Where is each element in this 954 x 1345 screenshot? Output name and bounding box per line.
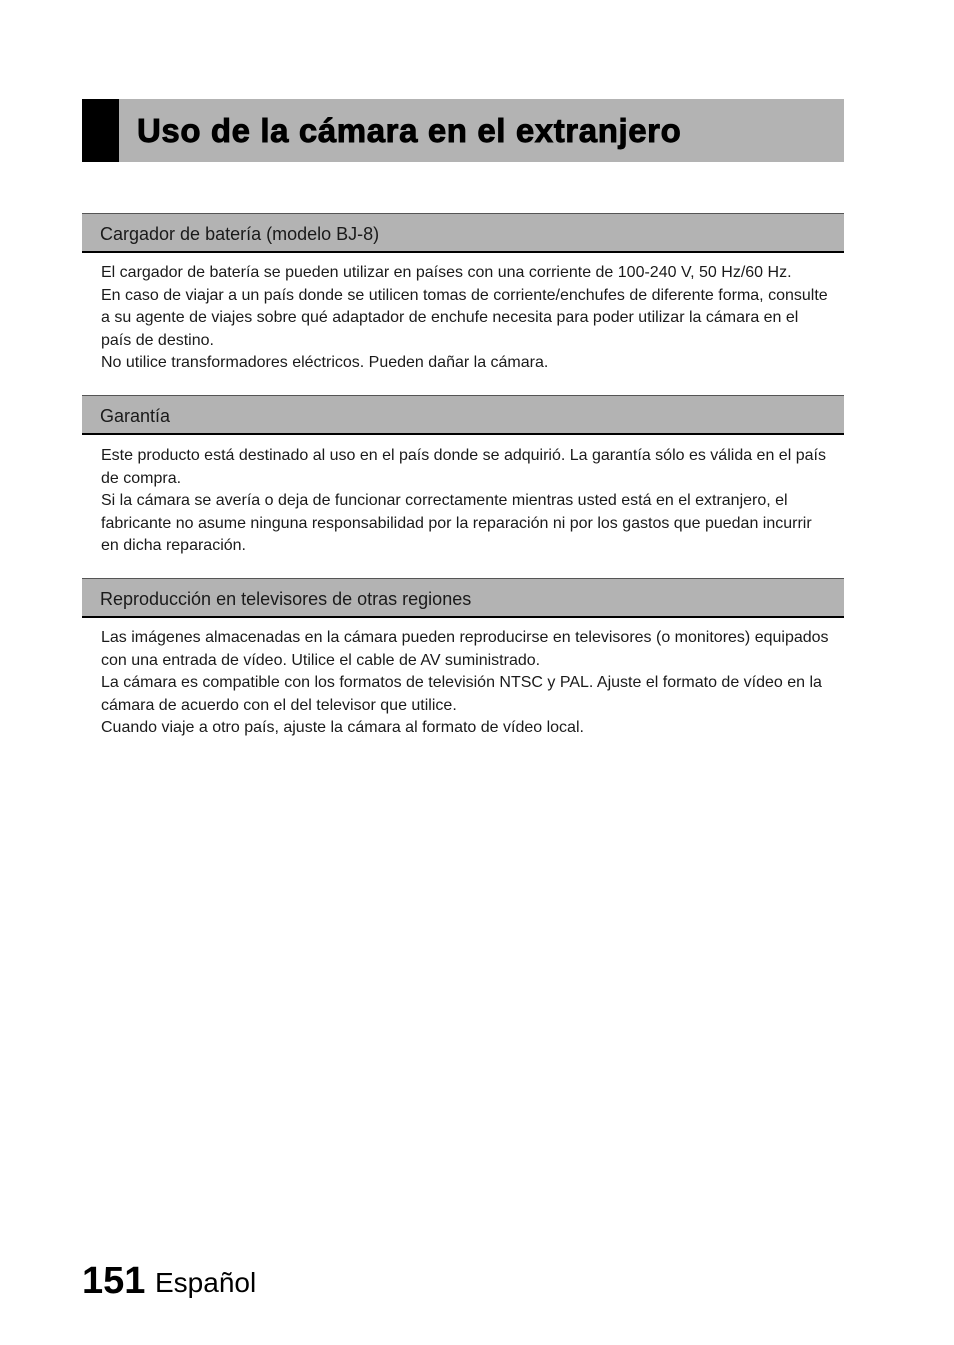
section-header-tv-playback bbox=[82, 578, 844, 618]
paragraph: El cargador de batería se pueden utilizar en países con una corriente de 100-240 V, 50 Hz/60 Hz. bbox=[101, 264, 792, 281]
paragraph: Este producto está destinado al uso en el país donde se adquirió. La garantía sólo es válida en el país de compra. bbox=[101, 447, 826, 487]
section-title: Reproducción en televisores de otras regiones bbox=[100, 589, 472, 609]
section-title: Garantía bbox=[100, 406, 171, 426]
section-title: Cargador de batería (modelo BJ-8) bbox=[100, 224, 380, 244]
paragraph: Si la cámara se avería o deja de funcionar correctamente mientras usted está en el extranjero, el fabricante no asume ninguna responsabilidad por la reparación ni por los gastos que puedan incurrir en dicha reparación. bbox=[101, 492, 812, 554]
page-title-bar bbox=[82, 99, 844, 162]
paragraph: La cámara es compatible con los formatos de televisión NTSC y PAL. Ajuste el formato de vídeo en la cámara de acuerdo con el del televisor que utilice. bbox=[101, 674, 822, 714]
section-header-charger bbox=[82, 213, 844, 253]
page-title: Uso de la cámara en el extranjero bbox=[137, 112, 682, 149]
page-language: Español bbox=[155, 1267, 257, 1298]
paragraph: En caso de viajar a un país donde se utilicen tomas de corriente/enchufes de diferente forma, consulte a su agente de viajes sobre qué adaptador de enchufe necesita para poder utilizar la cámara en el país de destino. bbox=[101, 286, 828, 349]
paragraph: Las imágenes almacenadas en la cámara pueden reproducirse en televisores (o monitores) equipados con una entrada de vídeo. Utilice el cable de AV suministrado. bbox=[101, 629, 829, 669]
paragraph: No utilice transformadores eléctricos. Pueden dañar la cámara. bbox=[101, 354, 549, 371]
section-body-tv-playback bbox=[101, 627, 831, 740]
section-body-warranty bbox=[101, 445, 831, 558]
section-body-charger bbox=[101, 262, 831, 375]
page-number: 151 bbox=[82, 1260, 146, 1302]
section-header-warranty bbox=[82, 395, 844, 435]
title-marker-block bbox=[82, 99, 119, 162]
paragraph: Cuando viaje a otro país, ajuste la cámara al formato de vídeo local. bbox=[101, 719, 584, 736]
